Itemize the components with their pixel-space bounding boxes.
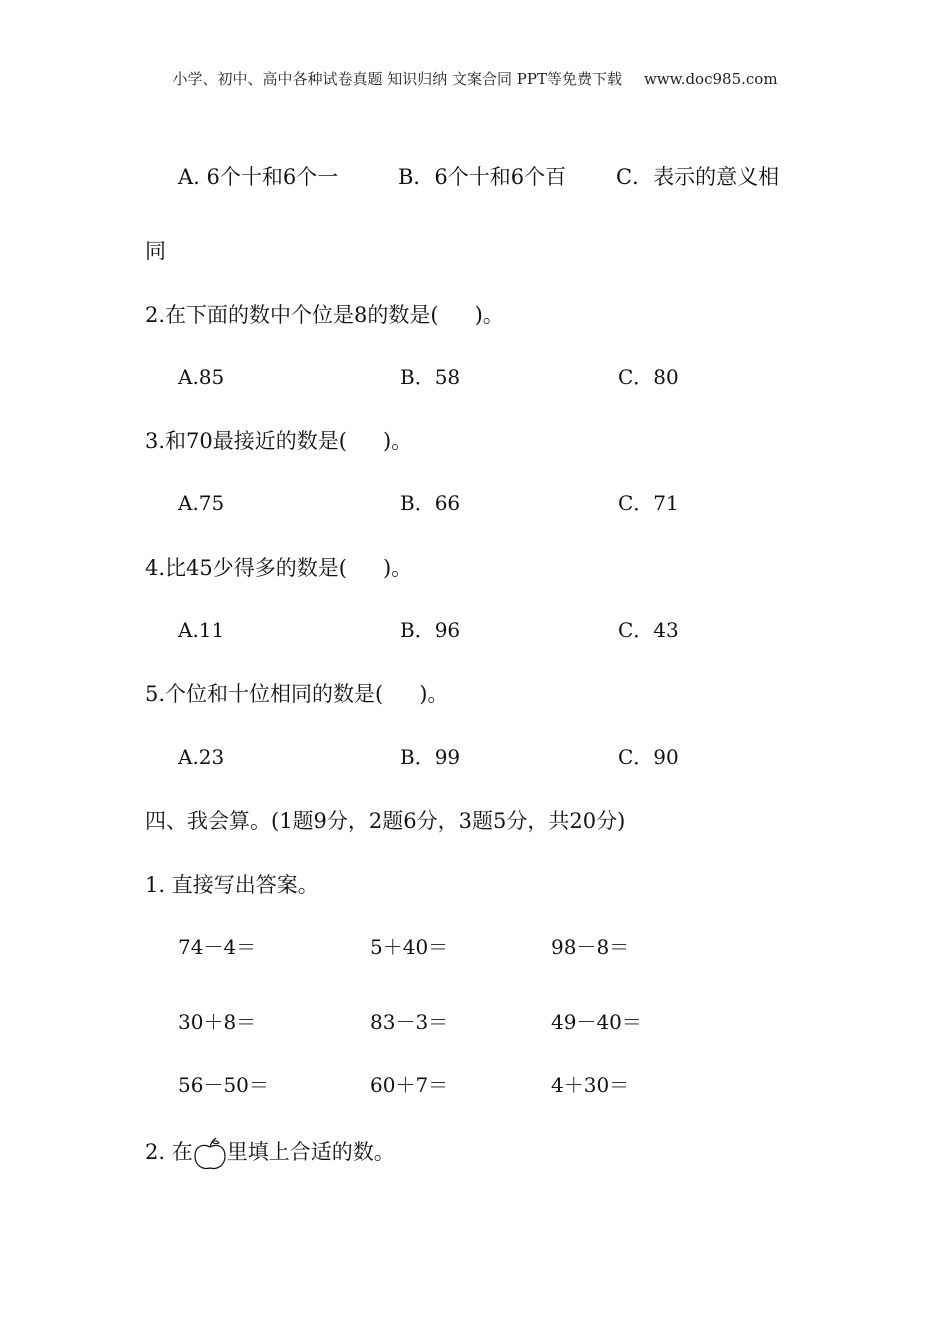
q2-stem — [145, 302, 504, 328]
q2-option-b: B．58 — [400, 365, 461, 389]
header-url: www.doc985.com — [643, 70, 778, 88]
q1-option-c-wrap: 同 — [145, 239, 166, 263]
q4-stem-end: )。 — [382, 556, 413, 580]
q4-stem — [145, 555, 412, 581]
calc-item: 49－40＝ — [551, 1010, 642, 1034]
calc-item: 56－50＝ — [178, 1073, 269, 1097]
q5-option-b: B．99 — [400, 745, 461, 769]
calc-item: 30＋8＝ — [178, 1010, 257, 1034]
q3-stem-end: )。 — [382, 429, 413, 453]
q1-option-b: B．6个十和6个百 — [398, 165, 567, 189]
q5-stem-text: 5.个位和十位相同的数是( — [145, 682, 384, 706]
q3-option-a: A.75 — [178, 491, 225, 515]
q3-stem — [145, 428, 412, 454]
q3-stem-text: 3.和70最接近的数是( — [145, 429, 347, 453]
q4-option-a: A.11 — [178, 618, 225, 642]
q5-stem-end: )。 — [419, 682, 449, 706]
calc-item: 5＋40＝ — [370, 935, 449, 959]
section-title: 四、我会算。(1题9分，2题6分，3题5分，共20分) — [145, 809, 626, 833]
q4-option-b: B．96 — [400, 618, 461, 642]
q4-stem-text: 4.比45少得多的数是( — [145, 556, 347, 580]
q2-stem-end: )。 — [474, 303, 504, 327]
subsection-title-2 — [145, 1137, 395, 1171]
q2-stem-text: 2.在下面的数中个位是8的数是( — [145, 303, 439, 327]
q4-option-c: C．43 — [618, 618, 679, 642]
q3-option-b: B．66 — [400, 491, 461, 515]
sub2-text-start: 2. 在 — [145, 1140, 193, 1164]
calc-item: 74－4＝ — [178, 935, 257, 959]
calc-item: 60＋7＝ — [370, 1073, 449, 1097]
calc-item: 83－3＝ — [370, 1010, 449, 1034]
header-text: 小学、初中、高中各种试卷真题 知识归纳 文案合同 PPT等免费下载 — [172, 70, 622, 88]
q5-option-c: C．90 — [618, 745, 679, 769]
apple-icon — [193, 1137, 227, 1171]
page-header — [0, 68, 950, 89]
calc-item: 98－8＝ — [551, 935, 630, 959]
q2-option-a: A.85 — [178, 365, 225, 389]
q1-option-a: A. 6个十和6个一 — [178, 165, 339, 189]
q1-option-c: C．表示的意义相 — [616, 165, 780, 189]
q5-option-a: A.23 — [178, 745, 225, 769]
q3-option-c: C．71 — [618, 491, 679, 515]
q5-stem — [145, 681, 448, 707]
q2-option-c: C．80 — [618, 365, 679, 389]
calc-item: 4＋30＝ — [551, 1073, 630, 1097]
subsection-title: 1. 直接写出答案。 — [145, 873, 319, 897]
sub2-text-end: 里填上合适的数。 — [226, 1140, 395, 1164]
